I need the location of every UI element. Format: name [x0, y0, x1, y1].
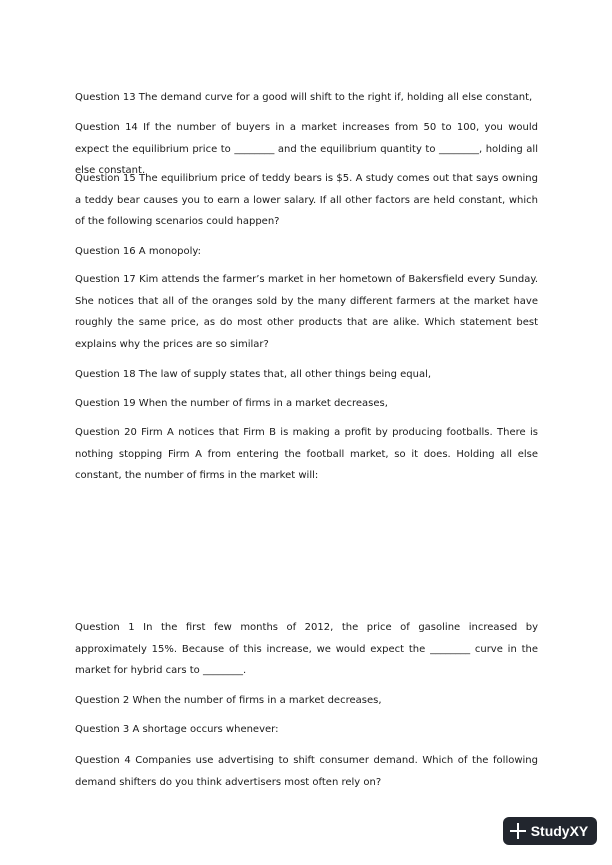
- plus-icon: [510, 823, 526, 839]
- question-13: Question 13 The demand curve for a good will shift to the right if, holding all else constant,: [75, 92, 533, 103]
- question-17: Question 17 Kim attends the farmer’s market in her hometown of Bakersfield every Sunday. She notices that all of the oranges sold by the many different farmers at the market have roughly the same price, as do most other products that are alike. Which statement best explains why the prices are so similar?: [75, 274, 538, 350]
- question-18: Question 18 The law of supply states that, all other things being equal,: [75, 369, 432, 380]
- question-15: Question 15 The equilibrium price of teddy bears is $5. A study comes out that says owning a teddy bear causes you to earn a lower salary. If all other factors are held constant, which of the following scenarios could happen?: [75, 173, 538, 227]
- question-2: Question 2 When the number of firms in a market decreases,: [75, 695, 382, 706]
- studyxy-logo[interactable]: [503, 817, 597, 845]
- question-4: Question 4 Companies use advertising to shift consumer demand. Which of the following demand shifters do you think advertisers most often rely on?: [75, 755, 538, 788]
- question-16: Question 16 A monopoly:: [75, 246, 201, 257]
- question-19: Question 19 When the number of firms in a market decreases,: [75, 398, 388, 409]
- question-14: Question 14 If the number of buyers in a market increases from 50 to 100, you would expect the equilibrium price to ________ and the equilibrium quantity to ________, holding all else constant.: [75, 122, 538, 176]
- question-3: Question 3 A shortage occurs whenever:: [75, 724, 279, 735]
- question-1: Question 1 In the first few months of 2012, the price of gasoline increased by approximately 15%. Because of this increase, we would expect the ________ curve in the market for hybrid cars to ________.: [75, 622, 538, 676]
- brand-name-prefix: Study: [530, 823, 570, 839]
- brand-name-suffix: XY: [569, 823, 589, 839]
- question-20: Question 20 Firm A notices that Firm B is making a profit by producing footballs. There is nothing stopping Firm A from entering the football market, so it does. Holding all else constant, the number of firms in the market will:: [75, 427, 538, 481]
